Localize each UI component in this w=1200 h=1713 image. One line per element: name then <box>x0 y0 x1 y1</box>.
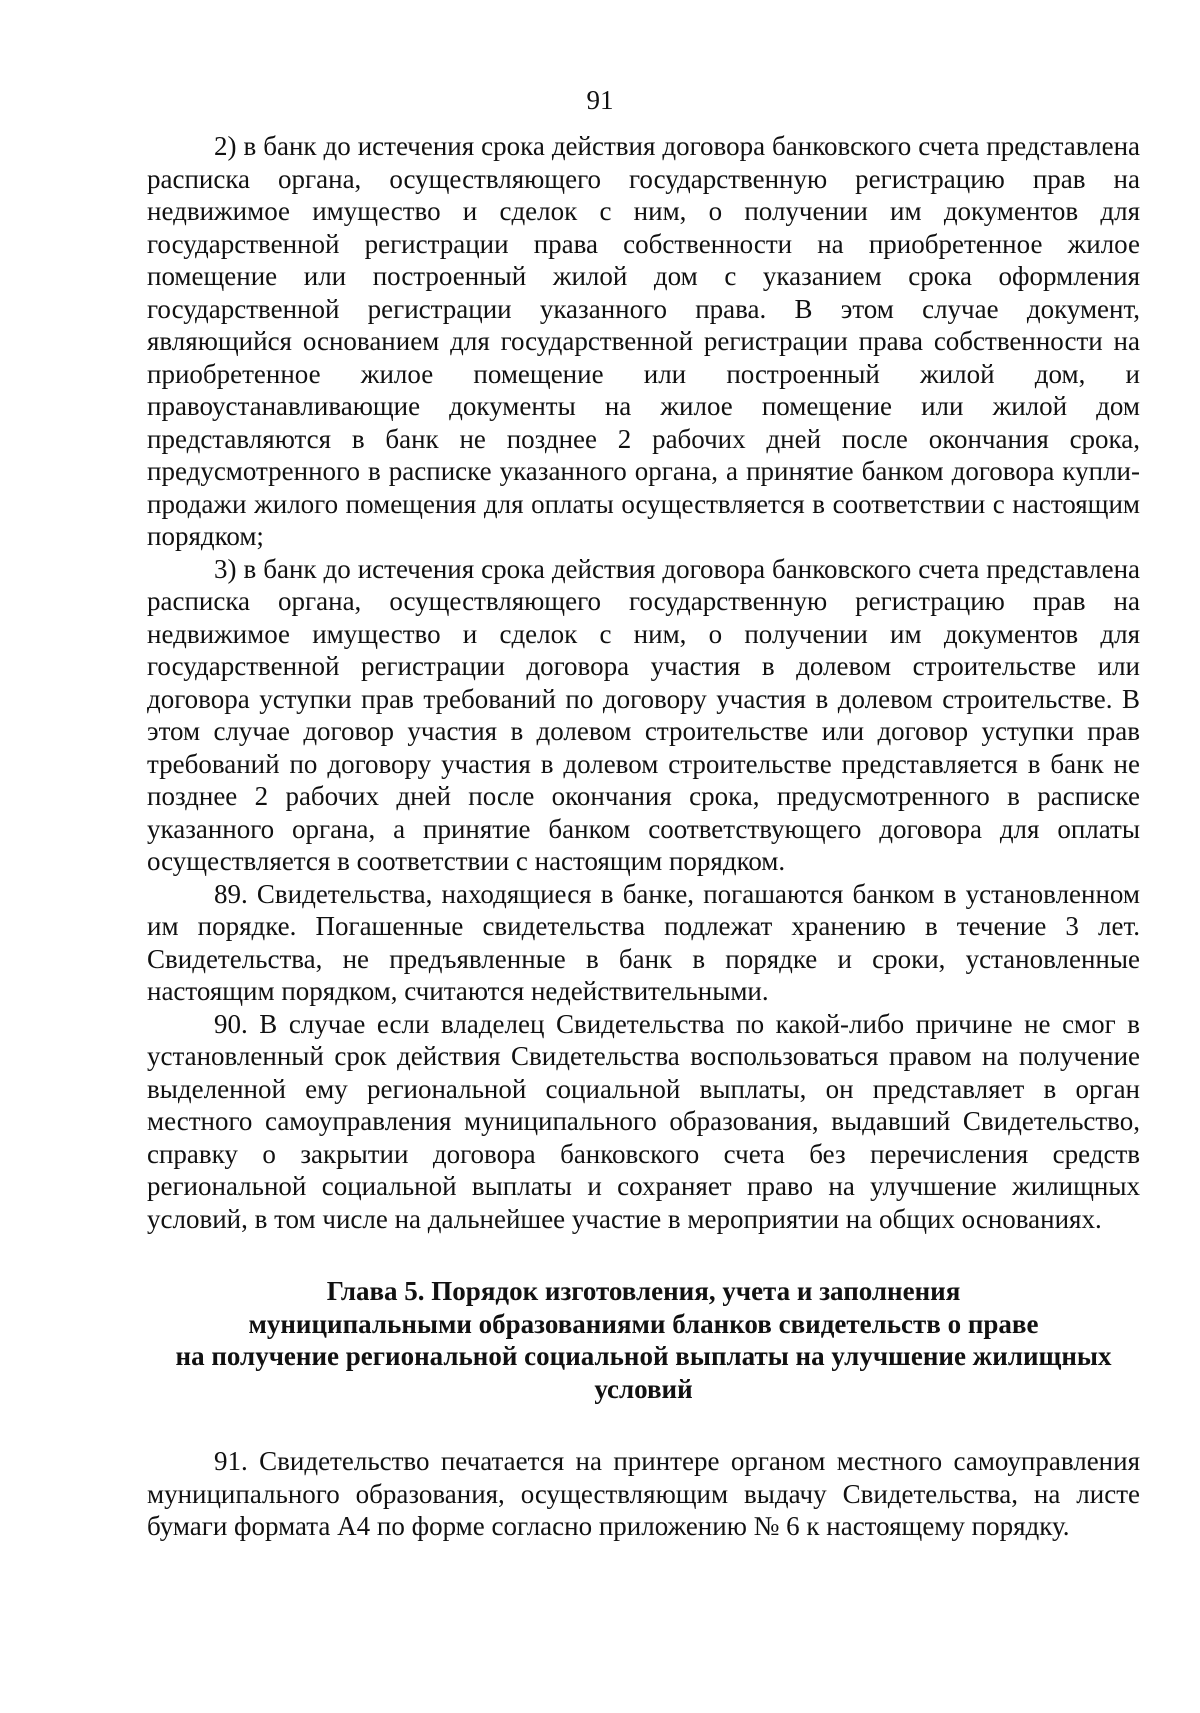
chapter-heading-line-4: условий <box>594 1373 693 1404</box>
chapter-heading-line-1: Глава 5. Порядок изготовления, учета и заполнения <box>326 1276 961 1306</box>
chapter-heading-line-2: муниципальными образованиями бланков свидетельств о праве <box>248 1308 1039 1339</box>
document-body <box>147 130 1140 1543</box>
paragraph-90: 90. В случае если владелец Свидетельства по какой-либо причине не смог в установленный срок действия Свидетельства воспользоваться правом на получение выделенной ему региональной социальной выплаты, он представляет в орган местного самоуправления муниципального образования, выдавший Свидетельство, справку о закрытии договора банковского счета без перечисления средств региональной социальной выплаты и сохраняет право на улучшение жилищных условий, в том числе на дальнейшее участие в мероприятии на общих основаниях. <box>147 1008 1140 1234</box>
chapter-heading-line-3: на получение региональной социальной выплаты на улучшение жилищных <box>175 1341 1112 1371</box>
paragraph-91: 91. Свидетельство печатается на принтере органом местного самоуправления муниципального образования, осуществляющим выдачу Свидетельства, на листе бумаги формата А4 по форме согласно приложению № 6 к настоящему порядку. <box>147 1446 1140 1541</box>
paragraph-item-2: 2) в банк до истечения срока действия договора банковского счета представлена расписка органа, осуществляющего государственную регистрацию прав на недвижимое имущество и сделок с ним, о получении им документов для государственной регистрации права собственности на приобретенное жилое помещение или построенный жилой дом с указанием срока оформления государственной регистрации указанного права. В этом случае документ, являющийся основанием для государственной регистрации права собственности на приобретенное жилое помещение или построенный жилой дом, и правоустанавливающие документы на жилое помещение или жилой дом представляются в банк не позднее 2 рабочих дней после окончания срока, предусмотренного в расписке указанного органа, а принятие банком договора купли-продажи жилого помещения для оплаты осуществляется в соответствии с настоящим порядком; <box>147 131 1140 551</box>
paragraph-item-3: 3) в банк до истечения срока действия договора банковского счета представлена расписка органа, осуществляющего государственную регистрацию прав на недвижимое имущество и сделок с ним, о получении им документов для государственной регистрации договора участия в долевом строительстве или договора уступки прав требований по договору участия в долевом строительстве. В этом случае договор участия в долевом строительстве или договор уступки прав требований по договору участия в долевом строительстве представляется в банк не позднее 2 рабочих дней после окончания срока, предусмотренного в расписке указанного органа, а принятие банком соответствующего договора для оплаты осуществляется в соответствии с настоящим порядком. <box>147 553 1140 876</box>
paragraph-89: 89. Свидетельства, находящиеся в банке, погашаются банком в установленном им порядке. Погашенные свидетельства подлежат хранению в течение 3 лет. Свидетельства, не предъявленные в банк в порядке и сроки, установленные настоящим порядком, считаются недействительными. <box>147 878 1140 1006</box>
chapter-heading <box>147 1275 1140 1405</box>
page-number: 91 <box>586 85 614 115</box>
